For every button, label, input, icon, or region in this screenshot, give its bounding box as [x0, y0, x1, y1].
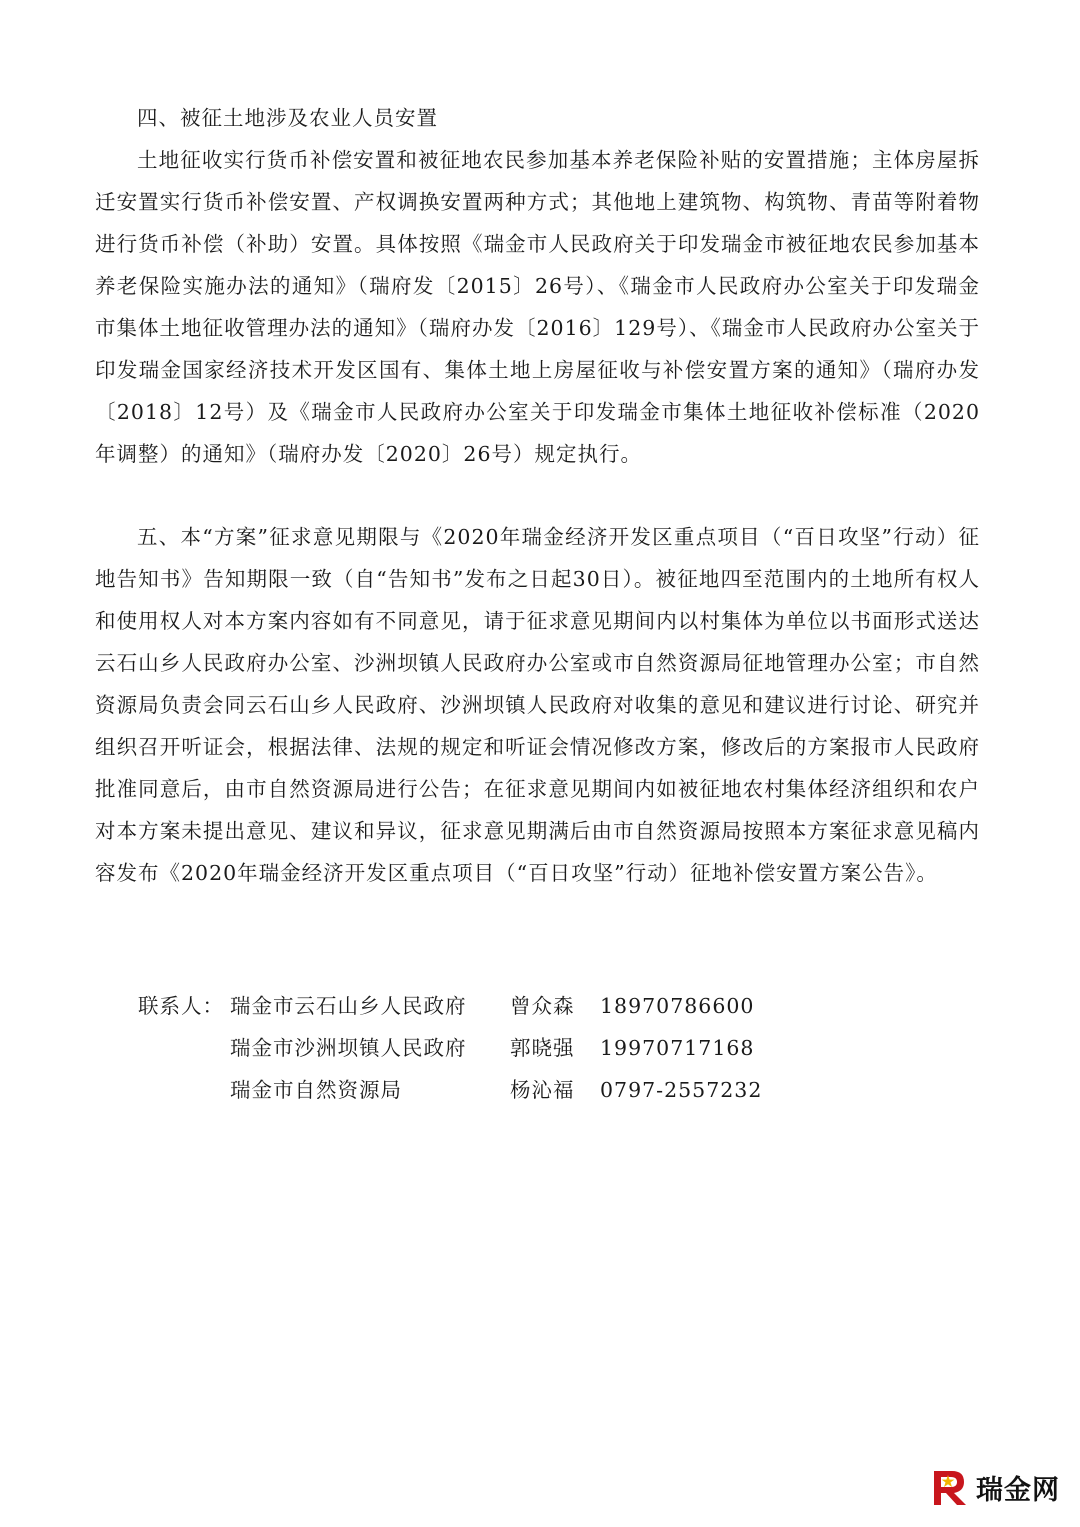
contact-org: 瑞金市自然资源局: [230, 1078, 402, 1102]
contact-name: 杨沁福: [510, 1078, 575, 1102]
contact-phone: 18970786600: [600, 994, 755, 1018]
contact-row: [138, 1027, 938, 1069]
contact-name: 曾众森: [510, 994, 575, 1018]
section-4-heading: 四、被征土地涉及农业人员安置: [137, 106, 438, 130]
contact-row: [138, 985, 938, 1027]
contact-name: 郭晓强: [510, 1036, 575, 1060]
contact-row: [138, 1069, 938, 1111]
watermark-text: 瑞金网: [976, 1474, 1060, 1506]
contact-org: 瑞金市沙洲坝镇人民政府: [230, 1036, 467, 1060]
section-4-paragraph: 土地征收实行货币补偿安置和被征地农民参加基本养老保险补贴的安置措施；主体房屋拆迁安置实行货币补偿安置、产权调换安置两种方式；其他地上建筑物、构筑物、青苗等附着物进行货币补偿（补助）安置。具体按照《瑞金市人民政府关于印发瑞金市被征地农民参加基本养老保险实施办法的通知》（瑞府发〔2015〕26号）、《瑞金市人民政府办公室关于印发瑞金市集体土地征收管理办法的通知》（瑞府办发〔2016〕129号）、《瑞金市人民政府办公室关于印发瑞金国家经济技术开发区国有、集体土地上房屋征收与补偿安置方案的通知》（瑞府办发〔2018〕12号）及《瑞金市人民政府办公室关于印发瑞金市集体土地征收补偿标准（2020年调整）的通知》（瑞府办发〔2020〕26号）规定执行。: [95, 148, 980, 466]
watermark-logo: [926, 1465, 1060, 1509]
section-5-paragraph: 五、本“方案”征求意见期限与《2020年瑞金经济开发区重点项目（“百日攻坚”行动）征地告知书》告知期限一致（自“告知书”发布之日起30日）。被征地四至范围内的土地所有权人和使用权人对本方案内容如有不同意见，请于征求意见期间内以村集体为单位以书面形式送达云石山乡人民政府办公室、沙洲坝镇人民政府办公室或市自然资源局征地管理办公室；市自然资源局负责会同云石山乡人民政府、沙洲坝镇人民政府对收集的意见和建议进行讨论、研究并组织召开听证会，根据法律、法规的规定和听证会情况修改方案，修改后的方案报市人民政府批准同意后，由市自然资源局进行公告；在征求意见期间内如被征地农村集体经济组织和农户对本方案未提出意见、建议和异议，征求意见期满后由市自然资源局按照本方案征求意见稿内容发布《2020年瑞金经济开发区重点项目（“百日攻坚”行动）征地补偿安置方案公告》。: [95, 525, 980, 885]
contact-phone: 0797-2557232: [600, 1078, 763, 1102]
contact-org: 瑞金市云石山乡人民政府: [230, 994, 467, 1018]
ruijin-logo-icon: [926, 1465, 970, 1509]
contact-phone: 19970717168: [600, 1036, 755, 1060]
contact-label: 联系人：: [138, 994, 224, 1018]
